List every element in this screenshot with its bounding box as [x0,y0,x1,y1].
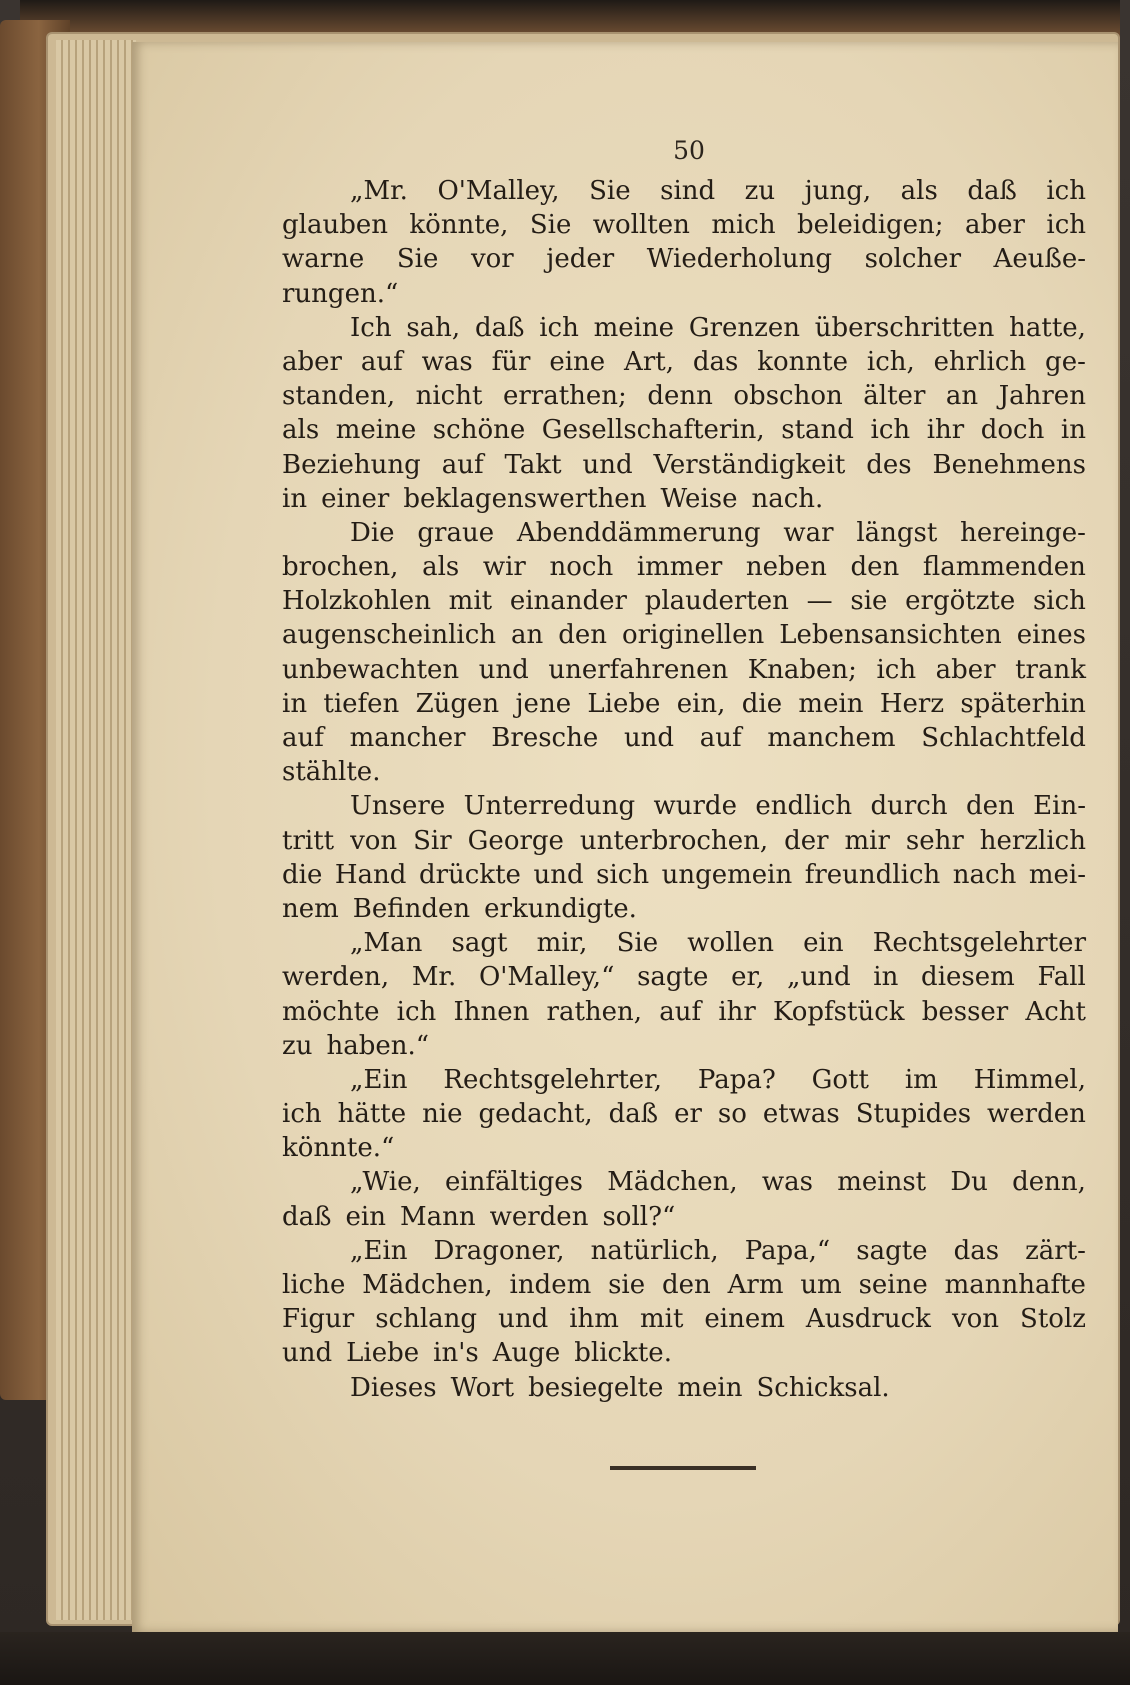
word: sie [850,586,888,617]
word: Wiederholung [646,244,833,275]
word: war [783,517,834,548]
word: von [350,825,398,856]
word: besiegelte [528,1372,664,1403]
word: obschon [733,381,843,412]
word: späterhin [960,688,1086,719]
word: Stolz [1020,1304,1086,1335]
word: Sie [529,210,572,241]
word: „Ein [350,1064,408,1095]
word: aber [964,210,1025,241]
word: schöne [432,415,526,446]
word: Mädchen, [362,1270,493,1300]
word: Mädchen, [607,1167,738,1198]
word: Holzkohlen [282,586,431,617]
word: zärt- [1025,1235,1086,1266]
word: hätte [337,1099,407,1130]
word: das [692,346,739,377]
word: ich [870,415,911,446]
word: als [422,552,460,583]
word: Stupides [855,1099,972,1130]
word: „Mr. [350,176,408,206]
word: Arm [727,1270,784,1300]
word: sie [608,1270,646,1300]
body-text [282,174,1086,1405]
word: um [800,1270,842,1300]
word: und [623,723,675,753]
word: Ein- [1033,791,1086,822]
text-line [282,1131,1086,1165]
word: Beziehung [282,449,421,480]
word: als [900,176,938,206]
word: plauderten [644,586,789,617]
word: möchte [282,996,380,1027]
word: stand [781,415,854,446]
word: soll?“ [602,1201,676,1232]
word: Acht [1025,996,1086,1027]
word: einander [509,586,627,617]
word: zu [744,176,776,206]
word: in [1060,415,1086,446]
word: daß [967,176,1017,206]
text-line [282,516,1086,550]
text-line [282,1097,1086,1131]
word: Sie [616,928,659,959]
word: Sie [589,176,631,206]
word: — [806,586,833,617]
text-line [282,1302,1086,1336]
word: in [282,483,308,514]
text-line [282,550,1086,584]
word: „Wie, [350,1167,421,1198]
word: sind [660,176,716,206]
word: natürlich, [590,1235,719,1266]
word: Lebensansichten [779,620,1002,651]
word: daß [282,1201,332,1232]
word: sich [1032,586,1086,617]
word: nie [422,1099,463,1130]
word: Mann [399,1201,476,1232]
word: mit [639,1304,684,1335]
word: sich [596,859,650,890]
word: ungemein [661,859,793,890]
text-line [282,926,1086,960]
text-line [282,618,1086,652]
text-line [282,277,1086,311]
word: die [282,859,323,890]
text-line [282,858,1086,892]
scan-bottom-edge [0,1632,1130,1685]
word: sah, [406,312,461,343]
word: mir, [536,928,588,959]
word: etwas [762,1099,840,1130]
word: Ich [350,312,392,343]
word: daß [474,312,525,343]
word: Figur [282,1304,355,1335]
word: George [467,825,564,856]
text-line [282,1371,1086,1405]
word: nach. [751,483,824,514]
word: mei- [1028,859,1086,890]
word: mancher [349,723,466,753]
word: einer [321,483,390,514]
word: ich, [866,346,915,377]
word: Knaben; [747,654,857,685]
word: Befinden [352,893,471,924]
word: von [951,1304,1000,1335]
text-line [282,413,1086,447]
word: Rechtsgelehrter, [443,1064,663,1095]
word: aber [282,346,342,377]
word: Du [950,1167,988,1198]
word: der [784,825,829,856]
text-line [282,1029,1086,1063]
text-line [282,1063,1086,1097]
word: mannhafte [944,1270,1086,1300]
word: sehr [905,825,964,856]
word: ich [396,996,437,1027]
word: den [850,552,900,583]
word: nicht [415,381,483,412]
text-line [282,789,1086,823]
word: rathen, [546,996,643,1027]
word: die [741,688,783,719]
page-edges [56,40,136,1620]
word: ich [539,312,579,343]
word: werden [987,1099,1086,1130]
word: jung, [804,176,872,206]
word: stählte. [282,757,381,788]
word: daß [608,1099,659,1130]
word: im [904,1064,938,1095]
word: auf [699,723,742,753]
word: Grenzen [688,312,800,343]
word: durch [870,791,948,822]
word: Hand [334,859,407,890]
word: doch [980,415,1045,446]
text-line [282,584,1086,618]
word: liche [282,1270,346,1300]
word: O'Malley, [437,176,560,206]
text-line [282,995,1086,1029]
word: Mr. [411,962,457,993]
word: vor [470,244,514,275]
word: graue [417,517,495,548]
word: schlang [375,1304,478,1335]
word: ein [345,1201,386,1232]
word: Ausdruck [805,1304,931,1335]
word: warne [282,244,365,275]
word: unerfahrenen [548,654,729,685]
word: an [945,381,979,412]
word: ich [282,1099,322,1130]
text-line [282,174,1086,208]
word: und [478,654,529,685]
word: Gott [811,1064,869,1095]
word: unterbrochen, [579,825,769,856]
word: auf [441,449,484,480]
word: Die [350,517,395,548]
word: älter [863,381,926,412]
word: Art, [624,346,674,377]
text-line [282,1200,1086,1234]
word: auf [282,723,324,753]
word: Gesellschafterin, [541,415,765,446]
word: Unsere [350,791,446,822]
text-line [282,824,1086,858]
word: ihr [926,415,965,446]
word: an [511,620,544,651]
word: des [866,449,912,480]
word: O'Malley,“ [478,962,615,993]
word: Papa,“ [744,1235,831,1266]
word: er [674,1099,702,1130]
word: Sie [396,244,439,275]
text-line [282,448,1086,482]
text-line [282,892,1086,926]
word: Unterredung [463,791,636,822]
word: ich [1046,176,1086,206]
text-line [282,379,1086,413]
word: überschritten [814,312,995,343]
word: auf [360,346,403,377]
word: noch [549,552,614,583]
word: Himmel, [973,1064,1086,1095]
word: ich [1046,210,1086,241]
word: sagte [637,962,709,993]
word: nach [952,859,1017,890]
word: einem [704,1304,785,1335]
word: Herz [879,688,945,719]
word: blickte. [574,1338,672,1369]
word: Fall [1037,962,1086,993]
word: meine [335,415,417,446]
word: Liebe [587,688,661,719]
word: augenscheinlich [282,620,497,651]
word: und [582,449,633,480]
word: tiefen [323,688,400,719]
word: denn [647,381,713,412]
word: seine [858,1270,928,1300]
word: besser [921,996,1009,1027]
word: mit [448,586,493,617]
word: errathen; [502,381,627,412]
word: das [953,1235,1000,1266]
text-line [282,1336,1086,1370]
word: solcher [864,244,961,275]
word: originellen [622,620,765,651]
word: ihr [718,996,756,1027]
word: Schicksal. [756,1372,890,1403]
word: was [421,346,473,377]
word: meinst [837,1167,927,1198]
word: einfältiges [444,1167,584,1198]
word: herzlich [979,825,1086,856]
text-line [282,1268,1086,1302]
word: Weise [660,483,738,514]
word: Benehmens [932,449,1086,480]
word: hereinge- [960,517,1086,548]
word: werden, [282,962,390,993]
word: so [717,1099,747,1130]
word: ge- [1045,346,1086,377]
section-end-rule [610,1466,756,1470]
word: mein [677,1372,743,1403]
word: aber [935,654,996,685]
word: ein, [676,688,726,719]
text-line [282,653,1086,687]
word: „und [787,962,851,993]
word: Dieses [350,1372,437,1403]
word: wir [482,552,526,583]
word: standen, [282,381,396,412]
word: Takt [504,449,562,480]
word: zu [282,1030,313,1061]
word: erkundigte. [484,893,637,924]
word: hatte, [1009,312,1086,343]
word: Kopfstück [773,996,905,1027]
word: sagte [856,1235,928,1266]
word: er, [731,962,765,993]
word: mich [711,210,776,241]
word: immer [636,552,723,583]
word: jeder [546,244,615,275]
text-line [282,482,1086,516]
word: eine [549,346,606,377]
word: und [282,1338,333,1369]
word: Dragoner, [433,1235,565,1266]
text-line [282,311,1086,345]
word: Schlachtfeld [921,723,1086,753]
word: beleidigen; [797,210,944,241]
word: Rechtsgelehrter [872,928,1086,959]
word: als [282,415,320,446]
word: den [965,791,1015,822]
word: Auge [492,1338,561,1369]
word: nem [282,893,339,924]
word: unbewachten [282,654,460,685]
word: in [282,688,308,719]
word: freundlich [804,859,941,890]
word: könnte, [409,210,509,241]
word: in [873,962,899,993]
word: wollten [592,210,690,241]
text-line [282,1234,1086,1268]
word: diesem [921,962,1015,993]
word: neben [745,552,827,583]
word: werden [489,1201,589,1232]
word: mir [844,825,890,856]
word: beklagenswerthen [403,483,647,514]
word: „Man [350,928,423,959]
word: Sir [413,825,452,856]
word: indem [509,1270,592,1300]
word: ehrlich [933,346,1027,377]
word: denn, [1012,1167,1086,1198]
word: „Ein [350,1235,408,1266]
word: wurde [653,791,737,822]
word: Aeuße- [993,244,1086,275]
word: Bresche [491,723,599,753]
text-line [282,721,1086,755]
word: endlich [755,791,853,822]
word: ein [803,928,844,959]
word: Zügen [415,688,500,719]
word: eines [1016,620,1086,651]
word: sagt [451,928,508,959]
word: könnte.“ [282,1133,395,1164]
word: Wort [450,1372,515,1403]
word: mein [798,688,864,719]
text-line [282,1165,1086,1199]
word: tritt [282,825,335,856]
word: Liebe [346,1338,420,1369]
word: ich [876,654,917,685]
word: Jahren [998,381,1086,412]
text-line [282,242,1086,276]
word: für [491,346,531,377]
word: und [498,1304,549,1335]
word: haben.“ [326,1030,430,1061]
word: den [558,620,608,651]
page-number: 50 [673,136,705,165]
word: den [661,1270,711,1300]
word: und [533,859,584,890]
word: längst [856,517,938,548]
text-line [282,960,1086,994]
word: konnte [757,346,848,377]
word: flammenden [922,552,1086,583]
word: Verständigkeit [653,449,846,480]
word: ihm [569,1304,619,1335]
word: manchem [767,723,896,753]
word: drückte [418,859,521,890]
word: glauben [282,210,388,241]
word: jene [515,688,572,719]
word: Papa? [697,1064,776,1095]
word: meine [593,312,675,343]
word: was [761,1167,814,1198]
word: ergötzte [905,586,1016,617]
word: Abenddämmerung [516,517,761,548]
word: wollen [687,928,774,959]
word: auf [659,996,702,1027]
word: Ihnen [453,996,530,1027]
text-line [282,208,1086,242]
word: gedacht, [478,1099,593,1130]
text-line [282,345,1086,379]
word: in's [433,1338,479,1369]
word: rungen.“ [282,278,399,309]
word: trank [1015,654,1086,685]
text-line [282,687,1086,721]
text-line [282,755,1086,789]
word: brochen, [282,552,399,583]
